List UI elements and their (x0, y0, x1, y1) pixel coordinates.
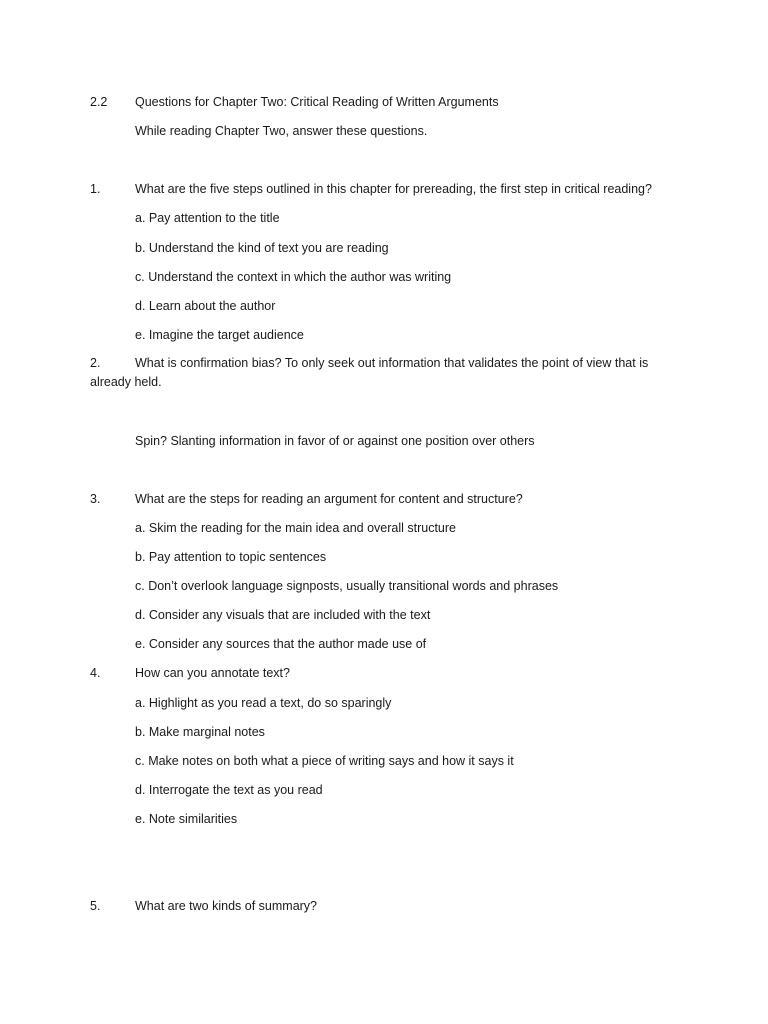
section-number: 2.2 (90, 95, 108, 109)
question-text: What are the five steps outlined in this chapter for prereading, the first step in critical reading? (135, 182, 652, 196)
question-number: 2. (90, 356, 101, 370)
answer-item: b. Understand the kind of text you are reading (135, 241, 389, 255)
question-paragraph (90, 354, 680, 392)
page-title: Questions for Chapter Two: Critical Reading of Written Arguments (135, 95, 499, 109)
answer-item: a. Highlight as you read a text, do so sparingly (135, 696, 392, 710)
question-number: 5. (90, 899, 101, 913)
question-text: What are the steps for reading an argument for content and structure? (135, 492, 523, 506)
answer-item: e. Note similarities (135, 812, 238, 826)
answer-item: c. Make notes on both what a piece of writing says and how it says it (135, 754, 514, 768)
question-number: 4. (90, 666, 101, 680)
answer-item: d. Interrogate the text as you read (135, 783, 323, 797)
answer-item: e. Imagine the target audience (135, 328, 304, 342)
answer-item: c. Don’t overlook language signposts, usually transitional words and phrases (135, 579, 559, 593)
question-text: What is confirmation bias? To only seek out information that validates the point of view that is already held. (90, 356, 649, 389)
instructions: While reading Chapter Two, answer these questions. (135, 124, 428, 138)
answer-item: c. Understand the context in which the author was writing (135, 270, 452, 284)
question-text: What are two kinds of summary? (135, 899, 318, 913)
answer-item: a. Pay attention to the title (135, 211, 280, 225)
answer-item: b. Pay attention to topic sentences (135, 550, 327, 564)
answer-item: e. Consider any sources that the author made use of (135, 637, 427, 651)
answer-item: a. Skim the reading for the main idea and overall structure (135, 521, 457, 535)
question-number: 1. (90, 182, 101, 196)
answer-item: d. Learn about the author (135, 299, 276, 313)
answer-item: d. Consider any visuals that are included with the text (135, 608, 431, 622)
question-number: 3. (90, 492, 101, 506)
answer-item: b. Make marginal notes (135, 725, 265, 739)
answer-item: Spin? Slanting information in favor of or against one position over others (135, 434, 535, 448)
question-text: How can you annotate text? (135, 666, 290, 680)
